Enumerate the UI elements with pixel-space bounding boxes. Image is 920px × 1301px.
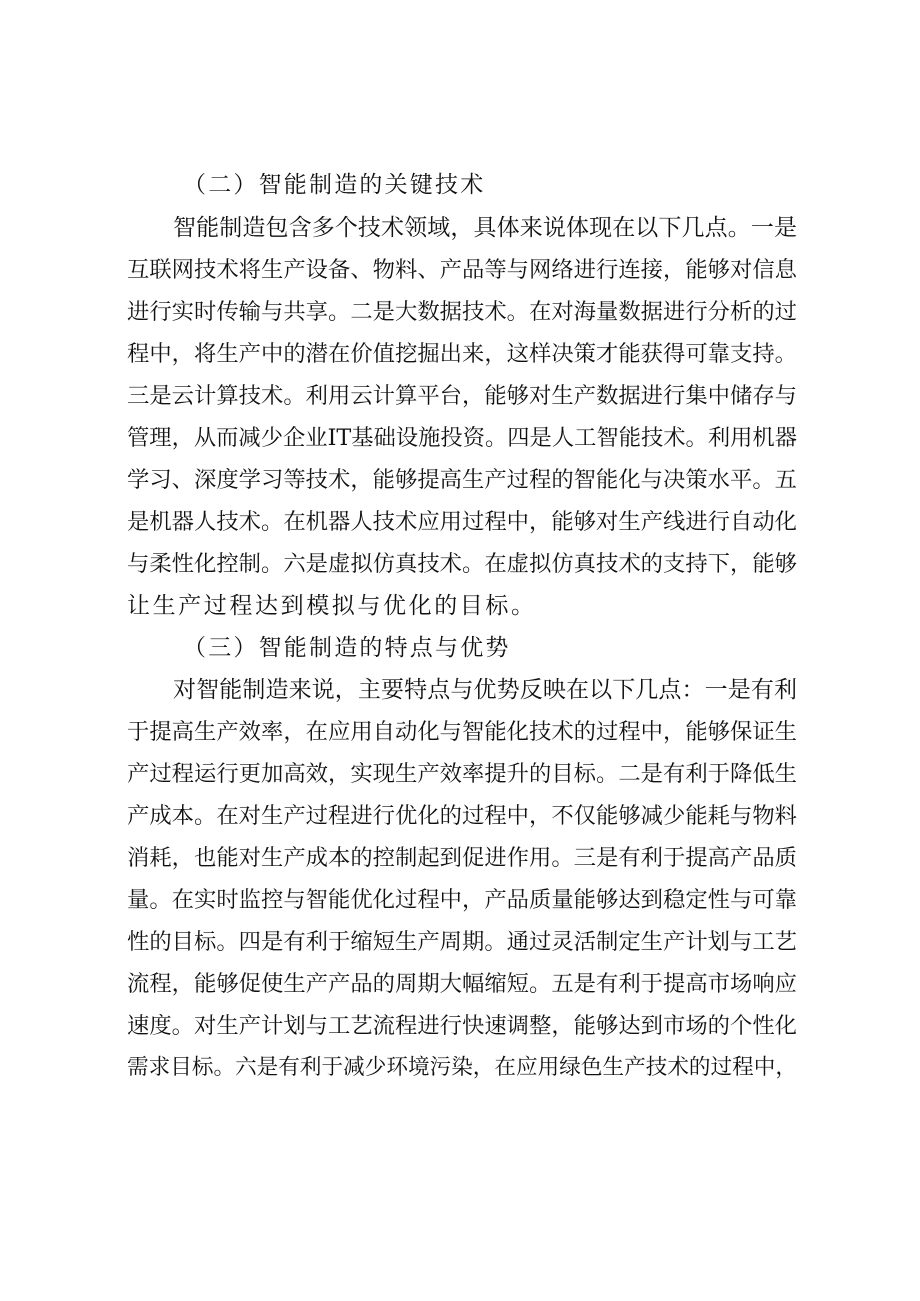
paragraph-line: 三是云计算技术。利用云计算平台，能够对生产数据进行集中储存与 [127,383,797,409]
paragraph-line: 流程，能够促使生产产品的周期大幅缩短。五是有利于提高市场响应 [127,971,797,997]
paragraph-line: 对智能制造来说，主要特点与优势反映在以下几点：一是有利 [173,677,797,703]
paragraph-line: 产成本。在对生产过程进行优化的过程中，不仅能够减少能耗与物料 [127,803,797,829]
paragraph-line: 量。在实时监控与智能优化过程中，产品质量能够达到稳定性与可靠 [127,887,797,913]
paragraph-line: 程中，将生产中的潜在价值挖掘出来，这样决策才能获得可靠支持。 [127,341,797,367]
paragraph-line: 让生产过程达到模拟与优化的目标。 [127,593,537,619]
paragraph-line: 智能制造包含多个技术领域，具体来说体现在以下几点。一是 [173,215,797,241]
paragraph-line: 于提高生产效率，在应用自动化与智能化技术的过程中，能够保证生 [127,719,797,745]
paragraph-line: 性的目标。四是有利于缩短生产周期。通过灵活制定生产计划与工艺 [127,929,797,955]
paragraph-line: 管理，从而减少企业IT基础设施投资。四是人工智能技术。利用机器 [127,425,797,451]
paragraph-line: 与柔性化控制。六是虚拟仿真技术。在虚拟仿真技术的支持下，能够 [127,551,797,577]
paragraph-line: 产过程运行更加高效，实现生产效率提升的目标。二是有利于降低生 [127,761,797,787]
section-heading-3: （三）智能制造的特点与优势 [183,635,511,661]
paragraph-line: 互联网技术将生产设备、物料、产品等与网络进行连接，能够对信息 [127,257,797,283]
section-heading-2: （二）智能制造的关键技术 [183,172,486,198]
paragraph-line: 进行实时传输与共享。二是大数据技术。在对海量数据进行分析的过 [127,299,797,325]
paragraph-line: 速度。对生产计划与工艺流程进行快速调整，能够达到市场的个性化 [127,1013,797,1039]
paragraph-line: 需求目标。六是有利于减少环境污染，在应用绿色生产技术的过程中， [127,1055,797,1080]
paragraph-line: 是机器人技术。在机器人技术应用过程中，能够对生产线进行自动化 [127,509,797,535]
paragraph-line: 消耗，也能对生产成本的控制起到促进作用。三是有利于提高产品质 [127,845,797,871]
paragraph-line: 学习、深度学习等技术，能够提高生产过程的智能化与决策水平。五 [127,467,797,493]
